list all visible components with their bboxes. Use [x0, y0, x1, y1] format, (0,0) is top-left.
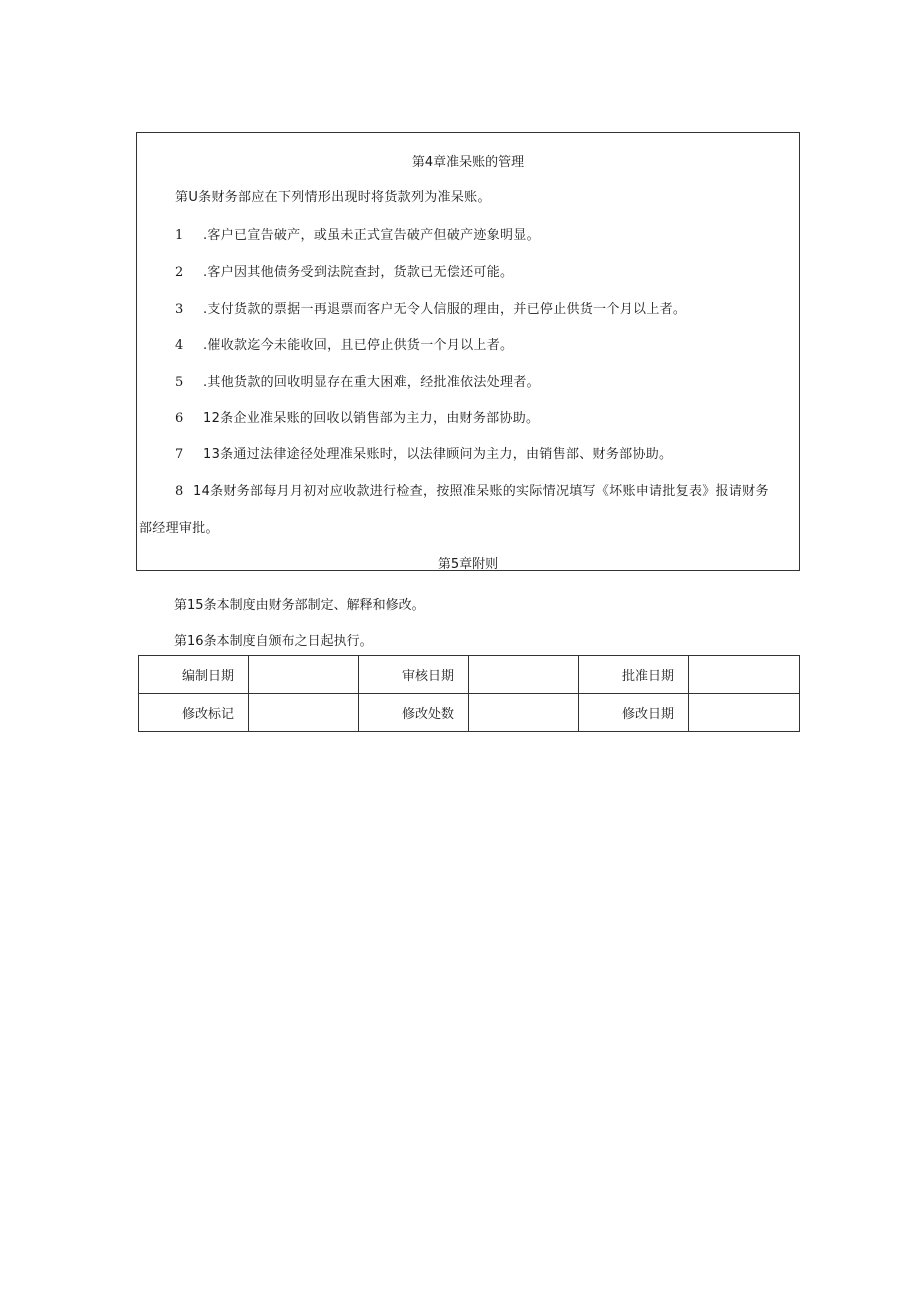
table-label: 修改标记: [139, 694, 249, 732]
article-code: 13: [203, 447, 221, 462]
list-item: [175, 480, 769, 499]
article-code: 16: [187, 634, 204, 649]
article-11-mark: U: [188, 190, 199, 205]
article-15: [174, 594, 425, 613]
list-item-text: .客户因其他债务受到法院查封，货款已无偿还可能。: [203, 265, 514, 280]
list-item-number: 5: [175, 375, 184, 390]
article-11-text: 条财务部应在下列情形出现时将货款列为准呆账。: [198, 190, 491, 205]
chapter-4-title: 第4章准呆账的管理: [411, 155, 525, 170]
article-code: 12: [203, 411, 221, 426]
table-row: [139, 694, 800, 732]
chapter-5-title: 第5章附则: [437, 557, 499, 572]
list-item-text: 条财务部每月月初对应收款进行检查，按照准呆账的实际情况填写《坏账申请批复表》报请财务: [210, 484, 769, 499]
article-text: 条本制度由财务部制定、解释和修改。: [203, 598, 425, 613]
list-item-text: .其他货款的回收明显存在重大困难，经批准依法处理者。: [203, 375, 540, 390]
table-value-cell[interactable]: [249, 694, 359, 732]
table-label: 编制日期: [139, 656, 249, 694]
list-item-text: .客户已宣告破产，或虽未正式宣告破产但破产迹象明显。: [203, 228, 540, 243]
approval-table: [138, 655, 800, 732]
list-item-text: 条企业准呆账的回收以销售部为主力，由财务部协助。: [220, 411, 540, 426]
table-label: 批准日期: [579, 656, 689, 694]
article-16: [174, 630, 373, 649]
list-item: [175, 407, 539, 426]
table-value-cell[interactable]: [249, 656, 359, 694]
table-row: [139, 656, 800, 694]
article-prefix: 第: [174, 634, 188, 649]
list-item-number: 6: [175, 411, 184, 426]
table-value-cell[interactable]: [689, 694, 800, 732]
list-item-number: 3: [175, 302, 184, 317]
list-item-number: 8: [175, 484, 184, 499]
list-item-text: .支付货款的票据一再退票而客户无令人信服的理由，并已停止供货一个月以上者。: [203, 302, 687, 317]
article-11: [175, 186, 491, 205]
list-item-number: 1: [175, 228, 184, 243]
list-item: [175, 298, 686, 317]
article-code: 14: [193, 484, 211, 499]
list-item: [175, 443, 672, 462]
table-label: 修改处数: [359, 694, 469, 732]
table-label: 修改日期: [579, 694, 689, 732]
list-item-text: .催收款迄今未能收回，且已停止供货一个月以上者。: [203, 338, 514, 353]
list-item: [175, 334, 513, 353]
table-value-cell[interactable]: [469, 656, 579, 694]
table-label: 审核日期: [359, 656, 469, 694]
article-prefix: 第: [174, 598, 188, 613]
table-value-cell[interactable]: [469, 694, 579, 732]
list-item-number: 7: [175, 447, 184, 462]
list-item: [175, 371, 540, 390]
chapter-4-box: [136, 132, 800, 571]
list-item-number: 4: [175, 338, 184, 353]
table-value-cell[interactable]: [689, 656, 800, 694]
list-item-number: 2: [175, 265, 184, 280]
list-item-text: 条通过法律途径处理准呆账时，以法律顾问为主力，由销售部、财务部协助。: [220, 447, 673, 462]
article-code: 15: [187, 598, 204, 613]
list-item-continuation: 部经理审批。: [139, 521, 219, 536]
article-text: 条本制度自颁布之日起执行。: [203, 634, 373, 649]
article-11-prefix: 第: [175, 190, 189, 205]
list-item: [175, 261, 513, 280]
list-item: [175, 224, 540, 243]
